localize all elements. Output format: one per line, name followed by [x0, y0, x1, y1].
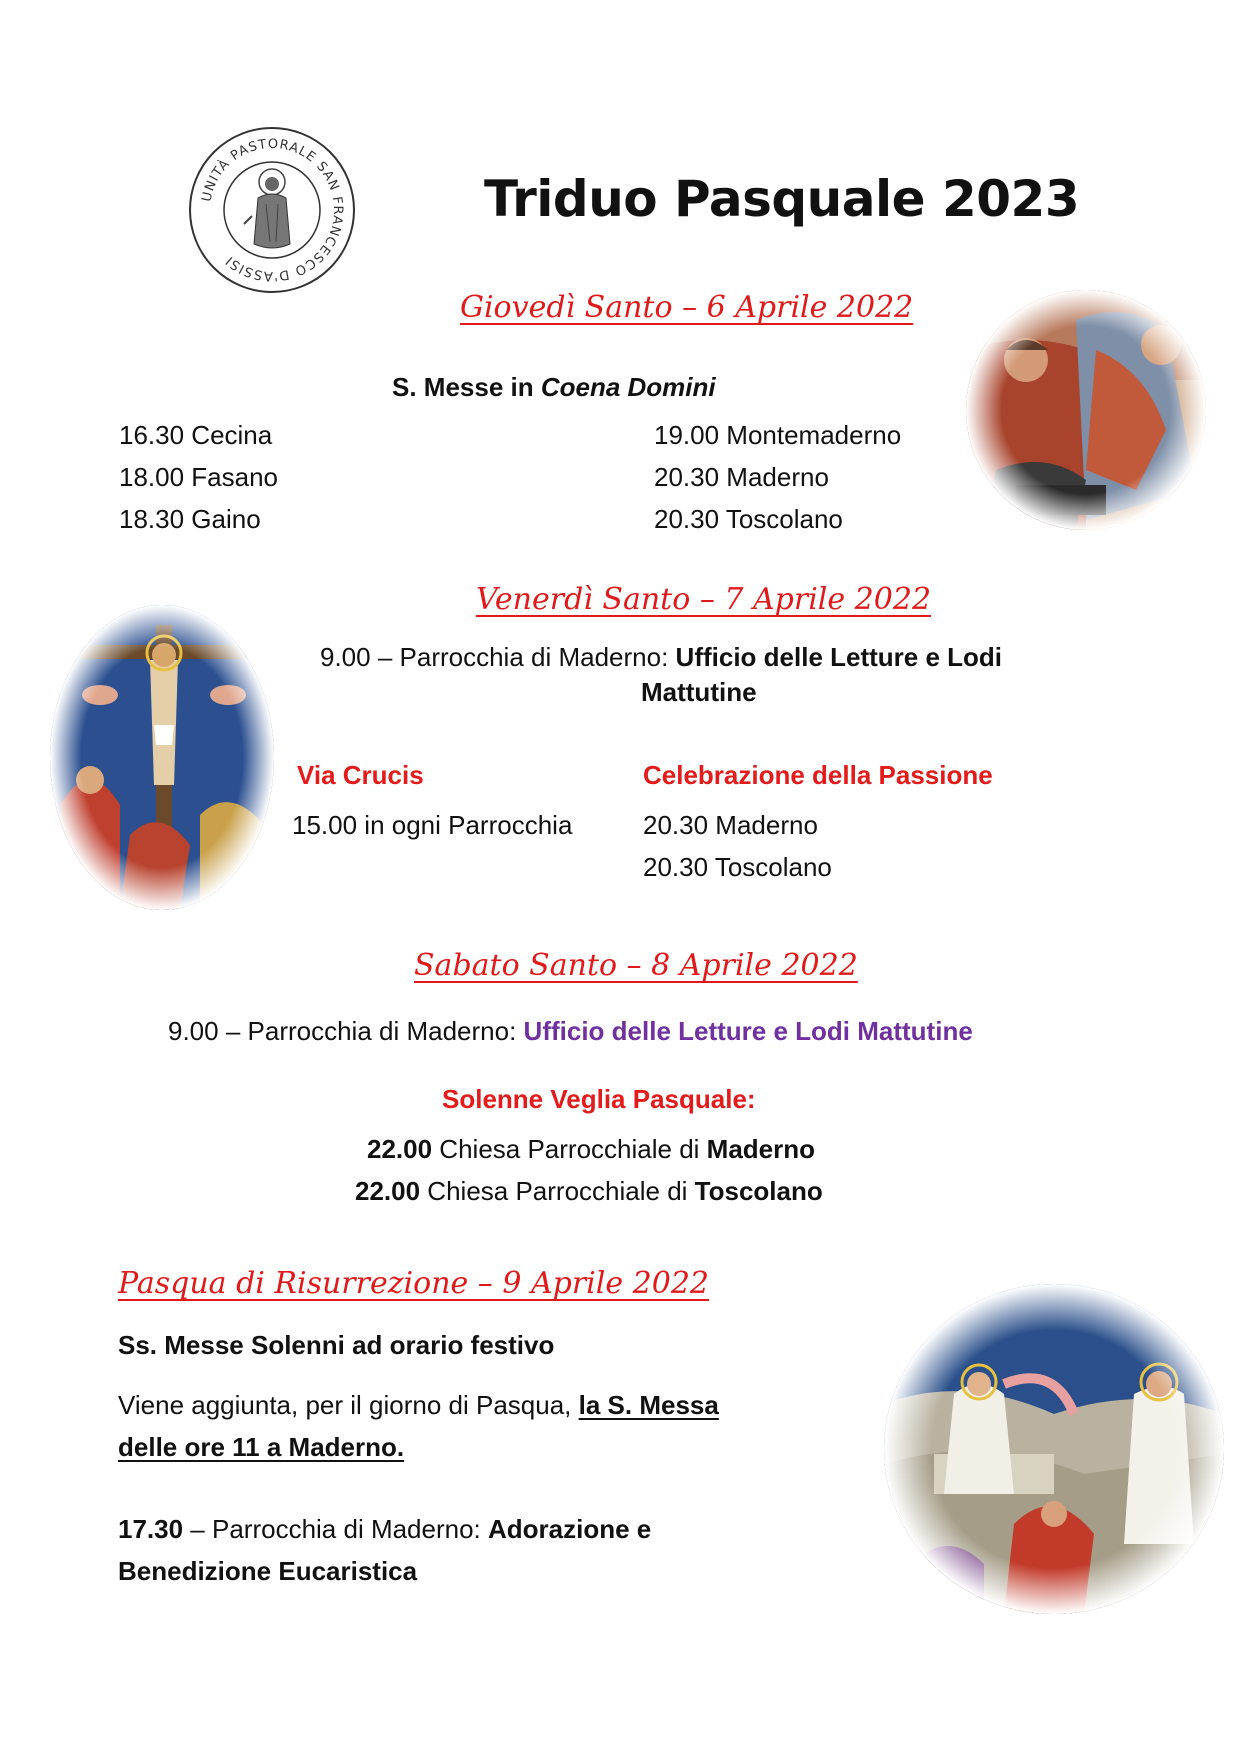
- pasqua-adorazione-1: 17.30 – Parrocchia di Maderno: Adorazione e: [118, 1514, 652, 1544]
- giovedi-left-1: 16.30 Cecina: [119, 420, 273, 450]
- page-title: Triduo Pasquale 2023: [484, 170, 1080, 228]
- pasqua-adorazione-2: Benedizione Eucaristica: [118, 1556, 418, 1586]
- svg-text:UNITÀ PASTORALE SAN FRANCESCO: UNITÀ PASTORALE SAN FRANCESCO D'ASSISI: [199, 136, 346, 284]
- giovedi-right-1: 19.00 Montemaderno: [654, 420, 902, 450]
- sabato-heading: Sabato Santo – 8 Aprile 2022: [414, 948, 858, 983]
- resurrection-painting: [884, 1284, 1224, 1614]
- veglia-title: Solenne Veglia Pasquale:: [442, 1084, 756, 1114]
- giovedi-right-2: 20.30 Maderno: [654, 462, 829, 492]
- via-crucis-title: Via Crucis: [297, 760, 424, 790]
- sabato-line: 9.00 – Parrocchia di Maderno: Ufficio delle Letture e Lodi Mattutine: [168, 1016, 973, 1046]
- giovedi-heading: Giovedì Santo – 6 Aprile 2022: [460, 290, 914, 325]
- pasqua-messe: Ss. Messe Solenni ad orario festivo: [118, 1330, 555, 1360]
- pasqua-aggiunta-1: Viene aggiunta, per il giorno di Pasqua, la S. Messa: [118, 1390, 719, 1420]
- veglia-line-1: 22.00 Chiesa Parrocchiale di Maderno: [367, 1134, 815, 1164]
- veglia-line-2: 22.00 Chiesa Parrocchiale di Toscolano: [355, 1176, 823, 1206]
- passione-time-1: 20.30 Maderno: [643, 810, 818, 840]
- parish-logo: [186, 124, 358, 296]
- pasqua-aggiunta-2: delle ore 11 a Maderno.: [118, 1432, 405, 1462]
- passione-time-2: 20.30 Toscolano: [643, 852, 832, 882]
- washing-feet-painting: [966, 290, 1206, 530]
- giovedi-subheading: S. Messe in Coena Domini: [392, 372, 716, 402]
- venerdi-heading: Venerdì Santo – 7 Aprile 2022: [476, 582, 932, 617]
- giovedi-left-3: 18.30 Gaino: [119, 504, 261, 534]
- crucifixion-painting: [50, 605, 274, 910]
- via-crucis-time: 15.00 in ogni Parrocchia: [292, 810, 573, 840]
- pasqua-heading: Pasqua di Risurrezione – 9 Aprile 2022: [118, 1266, 710, 1301]
- giovedi-left-2: 18.00 Fasano: [119, 462, 279, 492]
- passione-title: Celebrazione della Passione: [643, 760, 993, 790]
- giovedi-right-3: 20.30 Toscolano: [654, 504, 843, 534]
- venerdi-line-2: Mattutine: [641, 677, 757, 707]
- venerdi-line-1: 9.00 – Parrocchia di Maderno: Ufficio delle Letture e Lodi: [320, 642, 1003, 672]
